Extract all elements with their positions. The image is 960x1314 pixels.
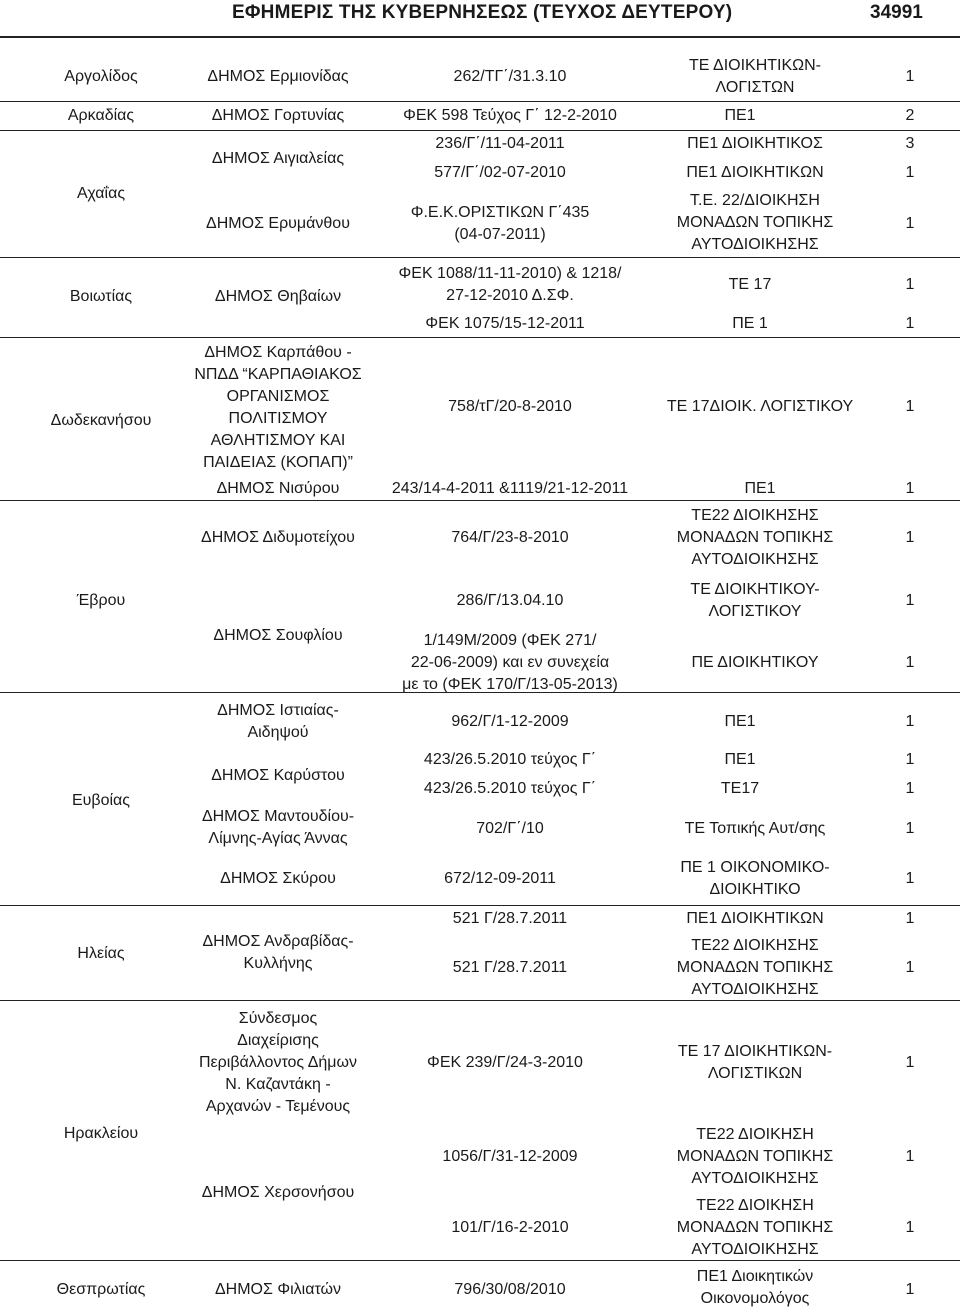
cell-line: ΔΗΜΟΣ Ιστιαίας- xyxy=(217,702,339,719)
cell-line: ΦΕΚ 239/Γ/24-3-2010 xyxy=(427,1054,583,1071)
table-cell xyxy=(895,1146,925,1168)
cell-line: 962/Γ/1-12-2009 xyxy=(451,713,569,730)
cell-line: 1 xyxy=(905,820,915,837)
cell-line: ΔΗΜΟΣ Σουφλίου xyxy=(213,627,343,644)
cell-line: 1 xyxy=(905,870,915,887)
cell-line: 1 xyxy=(905,215,915,232)
cell-line: Ευβοίας xyxy=(71,792,131,809)
table-cell xyxy=(700,711,780,733)
table-cell xyxy=(895,590,925,612)
cell-line: Σύνδεσμος xyxy=(238,1010,318,1027)
table-cell xyxy=(400,749,620,771)
cell-line: 262/ΤΓ΄/31.3.10 xyxy=(453,68,567,85)
cell-line: ΤΕ17 xyxy=(720,780,760,797)
page-number: 34991 xyxy=(870,2,923,23)
cell-line: ΠΕ1 xyxy=(724,751,756,768)
cell-line: ΔΗΜΟΣ Ερμιονίδας xyxy=(207,68,349,85)
table-cell xyxy=(655,162,855,184)
cell-line: ΤΕ 17 xyxy=(728,276,772,293)
table-cell xyxy=(420,711,600,733)
table-cell xyxy=(655,190,855,256)
table-cell xyxy=(710,274,790,296)
table-cell xyxy=(665,652,845,674)
cell-line: ΠΕ1 Διοικητικών xyxy=(696,1268,814,1285)
table-cell xyxy=(168,342,388,474)
table-cell xyxy=(410,1146,610,1168)
row-divider xyxy=(0,500,960,501)
table-cell xyxy=(168,478,388,500)
table-cell xyxy=(895,274,925,296)
cell-line: Βοιωτίας xyxy=(69,288,133,305)
cell-line: Περιβάλλοντος Δήμων xyxy=(198,1054,357,1071)
table-cell xyxy=(36,66,166,88)
table-cell xyxy=(895,957,925,979)
table-cell xyxy=(650,818,860,840)
cell-line: Διαχείρισης xyxy=(237,1032,319,1049)
cell-line: ΠΕ1 ΔΙΟΙΚΗΤΙΚΩΝ xyxy=(686,910,824,927)
cell-line: Τ.Ε. 22/ΔΙΟΙΚΗΣΗ xyxy=(690,192,820,209)
table-cell xyxy=(390,202,610,246)
cell-line: ΔΙΟΙΚΗΤΙΚΟ xyxy=(709,881,801,898)
cell-line: 423/26.5.2010 τεύχος Γ΄ xyxy=(423,751,597,768)
table-cell xyxy=(168,931,388,975)
cell-line: ΤΕ Τοπικής Αυτ/σης xyxy=(684,820,826,837)
cell-line: 2 xyxy=(905,107,915,124)
cell-line: ΠΑΙΔΕΙΑΣ (ΚΟΠΑΠ)” xyxy=(203,454,353,471)
cell-line: Αχαΐας xyxy=(76,185,126,202)
table-cell xyxy=(655,1124,855,1190)
table-cell xyxy=(895,396,925,418)
table-cell xyxy=(168,1279,388,1301)
cell-line: Αρχανών - Τεμένους xyxy=(205,1098,351,1115)
table-cell xyxy=(660,55,850,99)
cell-line: 236/Γ΄/11-04-2011 xyxy=(435,135,565,152)
cell-line: 764/Γ/23-8-2010 xyxy=(451,529,569,546)
table-cell xyxy=(895,527,925,549)
cell-line: ΔΗΜΟΣ Θηβαίων xyxy=(214,288,342,305)
cell-line: ΔΗΜΟΣ Νισύρου xyxy=(216,480,340,497)
cell-line: 1 xyxy=(905,276,915,293)
table-cell xyxy=(655,1266,855,1310)
cell-line: 1 xyxy=(905,315,915,332)
table-cell xyxy=(700,778,780,800)
cell-line: Έβρου xyxy=(76,592,126,609)
cell-line: ΤΕ22 ΔΙΟΙΚΗΣΗΣ xyxy=(691,507,819,524)
table-cell xyxy=(720,478,800,500)
row-divider xyxy=(0,337,960,338)
cell-line: ΑΥΤΟΔΙΟΙΚΗΣΗΣ xyxy=(691,236,819,253)
row-divider xyxy=(0,101,960,102)
table-cell xyxy=(710,313,790,335)
cell-line: Θεσπρωτίας xyxy=(56,1281,146,1298)
cell-line: 702/Γ΄/10 xyxy=(476,820,544,837)
table-cell xyxy=(895,313,925,335)
table-cell xyxy=(655,935,855,1001)
cell-line: Φ.Ε.Κ.ΟΡΙΣΤΙΚΩΝ Γ΄435 xyxy=(410,204,590,221)
cell-line: ΑΘΛΗΤΙΣΜΟΥ ΚΑΙ xyxy=(210,432,346,449)
table-cell xyxy=(168,625,388,647)
table-cell xyxy=(700,105,780,127)
table-cell xyxy=(400,868,600,890)
table-cell xyxy=(895,652,925,674)
cell-line: 1 xyxy=(905,68,915,85)
table-cell xyxy=(400,162,600,184)
table-cell xyxy=(640,396,880,418)
cell-line: ΤΕ 17ΔΙΟΙΚ. ΛΟΓΙΣΤΙΚΟΥ xyxy=(666,398,854,415)
table-cell xyxy=(36,183,166,205)
cell-line: ΝΠΔΔ “ΚΑΡΠΑΘΙΑΚΟΣ xyxy=(194,366,362,383)
cell-line: ΔΗΜΟΣ Ερυμάνθου xyxy=(206,215,350,232)
cell-line: ΦΕΚ 1088/11-11-2010) & 1218/ xyxy=(398,265,622,282)
cell-line: ΔΗΜΟΣ Γορτυνίας xyxy=(211,107,345,124)
cell-line: ΑΥΤΟΔΙΟΙΚΗΣΗΣ xyxy=(691,1241,819,1258)
cell-line: 1 xyxy=(905,1281,915,1298)
table-cell xyxy=(410,1279,610,1301)
cell-line: Αργολίδος xyxy=(64,68,138,85)
table-cell xyxy=(168,868,388,890)
cell-line: ΔΗΜΟΣ Χερσονήσου xyxy=(201,1184,355,1201)
table-cell xyxy=(420,396,600,418)
table-cell xyxy=(178,66,378,88)
table-cell xyxy=(380,263,640,307)
cell-line: ΠΕ1 xyxy=(724,713,756,730)
table-cell xyxy=(895,818,925,840)
cell-line: 27-12-2010 Δ.ΣΦ. xyxy=(446,287,574,304)
cell-line: Ν. Καζαντάκη - xyxy=(225,1076,331,1093)
table-cell xyxy=(655,505,855,571)
cell-line: 1 xyxy=(905,780,915,797)
row-divider xyxy=(0,257,960,258)
table-cell xyxy=(655,133,855,155)
table-cell xyxy=(655,1041,855,1085)
table-cell xyxy=(168,1008,388,1118)
cell-line: ΤΕ22 ΔΙΟΙΚΗΣΗ xyxy=(696,1197,814,1214)
cell-line: 672/12-09-2011 xyxy=(444,870,556,887)
table-cell xyxy=(36,1123,166,1145)
cell-line: ΤΕ ΔΙΟΙΚΗΤΙΚΩΝ- xyxy=(689,57,821,74)
cell-line: ΑΥΤΟΔΙΟΙΚΗΣΗΣ xyxy=(691,551,819,568)
table-cell xyxy=(420,527,600,549)
cell-line: 3 xyxy=(905,135,915,152)
cell-line: 758/τΓ/20-8-2010 xyxy=(448,398,572,415)
cell-line: ΠΕ ΔΙΟΙΚΗΤΙΚΟΥ xyxy=(691,654,819,671)
table-cell xyxy=(380,105,640,127)
table-cell xyxy=(168,806,388,850)
cell-line: ΤΕ ΔΙΟΙΚΗΤΙΚΟΥ- xyxy=(690,581,820,598)
cell-line: 521 Γ/28.7.2011 xyxy=(452,910,568,927)
cell-line: Αιδηψού xyxy=(247,724,309,741)
table-cell xyxy=(36,286,166,308)
gazette-title: ΕΦΗΜΕΡΙΣ ΤΗΣ ΚΥΒΕΡΝΗΣΕΩΣ (ΤΕΥΧΟΣ ΔΕΥΤΕΡΟΥ) xyxy=(232,2,733,23)
table-cell xyxy=(895,213,925,235)
table-cell xyxy=(650,857,860,901)
table-cell xyxy=(895,162,925,184)
cell-line: 1 xyxy=(905,1148,915,1165)
cell-line: 1 xyxy=(905,398,915,415)
cell-line: 423/26.5.2010 τεύχος Γ΄ xyxy=(423,780,597,797)
cell-line: Κυλλήνης xyxy=(243,955,313,972)
table-cell xyxy=(895,133,925,155)
cell-line: ΜΟΝΑΔΩΝ ΤΟΠΙΚΗΣ xyxy=(676,529,834,546)
table-cell xyxy=(700,749,780,771)
cell-line: ΠΟΛΙΤΙΣΜΟΥ xyxy=(228,410,328,427)
cell-line: ΠΕ1 ΔΙΟΙΚΗΤΙΚΩΝ xyxy=(686,164,824,181)
table-cell xyxy=(168,765,388,787)
cell-line: ΤΕ 17 ΔΙΟΙΚΗΤΙΚΩΝ- xyxy=(677,1043,833,1060)
cell-line: ΜΟΝΑΔΩΝ ΤΟΠΙΚΗΣ xyxy=(676,214,834,231)
cell-line: 1 xyxy=(905,654,915,671)
cell-line: ΠΕ1 xyxy=(744,480,776,497)
cell-line: με το (ΦΕΚ 170/Γ/13-05-2013) xyxy=(402,676,618,693)
cell-line: ΔΗΜΟΣ Μαντουδίου- xyxy=(201,808,355,825)
table-cell xyxy=(420,818,600,840)
cell-line: 1 xyxy=(905,1219,915,1236)
cell-line: ΑΥΤΟΔΙΟΙΚΗΣΗΣ xyxy=(691,981,819,998)
table-cell xyxy=(36,790,166,812)
cell-line: 1 xyxy=(905,910,915,927)
cell-line: ΑΥΤΟΔΙΟΙΚΗΣΗΣ xyxy=(691,1170,819,1187)
table-cell xyxy=(26,410,176,432)
cell-line: 1/149Μ/2009 (ΦΕΚ 271/ xyxy=(423,632,597,649)
table-cell xyxy=(36,943,166,965)
table-cell xyxy=(895,1217,925,1239)
cell-line: Λίμνης-Αγίας Άννας xyxy=(208,830,348,847)
cell-line: 1 xyxy=(905,959,915,976)
cell-line: ΔΗΜΟΣ Αιγιαλείας xyxy=(211,150,345,167)
cell-line: 1 xyxy=(905,164,915,181)
cell-line: ΠΕ1 ΔΙΟΙΚΗΤΙΚΟΣ xyxy=(687,135,823,152)
cell-line: ΠΕ1 xyxy=(724,107,756,124)
cell-line: Δωδεκανήσου xyxy=(50,412,152,429)
cell-line: ΠΕ 1 xyxy=(732,315,768,332)
table-cell xyxy=(655,579,855,623)
cell-line: Ηλείας xyxy=(77,945,125,962)
cell-line: 22-06-2009) και εν συνεχεία xyxy=(410,654,610,671)
cell-line: 1 xyxy=(905,1054,915,1071)
cell-line: ΜΟΝΑΔΩΝ ΤΟΠΙΚΗΣ xyxy=(676,959,834,976)
table-cell xyxy=(400,1052,610,1074)
cell-line: 1 xyxy=(905,592,915,609)
row-divider xyxy=(0,130,960,131)
table-cell xyxy=(36,590,166,612)
cell-line: ΤΕ22 ΔΙΟΙΚΗΣΗ xyxy=(696,1126,814,1143)
table-cell xyxy=(400,313,610,335)
table-cell xyxy=(178,105,378,127)
cell-line: ΔΗΜΟΣ Σκύρου xyxy=(220,870,336,887)
cell-line: 1 xyxy=(905,751,915,768)
table-cell xyxy=(895,749,925,771)
table-cell xyxy=(36,105,166,127)
cell-line: 1056/Γ/31-12-2009 xyxy=(442,1148,578,1165)
table-cell xyxy=(895,908,925,930)
table-cell xyxy=(168,213,388,235)
table-cell xyxy=(400,133,600,155)
cell-line: ΛΟΓΙΣΤΩΝ xyxy=(715,79,795,96)
table-cell xyxy=(420,908,600,930)
table-cell xyxy=(895,478,925,500)
table-cell xyxy=(168,148,388,170)
cell-line: 796/30/08/2010 xyxy=(454,1281,566,1298)
cell-line: 243/14-4-2011 &1119/21-12-2011 xyxy=(391,480,629,497)
cell-line: Ηρακλείου xyxy=(63,1125,139,1142)
table-cell xyxy=(370,478,650,500)
cell-line: Αρκαδίας xyxy=(67,107,135,124)
cell-line: 521 Γ/28.7.2011 xyxy=(452,959,568,976)
table-cell xyxy=(895,778,925,800)
cell-line: ΔΗΜΟΣ Διδυμοτείχου xyxy=(201,529,355,546)
cell-line: ΦΕΚ 598 Τεύχος Γ΄ 12-2-2010 xyxy=(403,107,617,124)
cell-line: 1 xyxy=(905,713,915,730)
table-cell xyxy=(655,908,855,930)
table-cell xyxy=(400,778,620,800)
table-cell xyxy=(168,1182,388,1204)
cell-line: 577/Γ΄/02-07-2010 xyxy=(434,164,566,181)
table-cell xyxy=(168,286,388,308)
table-cell xyxy=(420,957,600,979)
cell-line: ΤΕ22 ΔΙΟΙΚΗΣΗΣ xyxy=(691,937,819,954)
table-cell xyxy=(168,700,388,744)
cell-line: ΟΡΓΑΝΙΣΜΟΣ xyxy=(226,388,330,405)
cell-line: 286/Γ/13.04.10 xyxy=(456,592,564,609)
cell-line: 1 xyxy=(905,529,915,546)
cell-line: ΜΟΝΑΔΩΝ ΤΟΠΙΚΗΣ xyxy=(676,1219,834,1236)
row-divider xyxy=(0,905,960,906)
table-cell xyxy=(410,1217,610,1239)
table-cell xyxy=(655,1195,855,1261)
cell-line: ΔΗΜΟΣ Φιλιατών xyxy=(214,1281,342,1298)
cell-line: ΛΟΓΙΣΤΙΚΟΥ xyxy=(708,603,802,620)
table-cell xyxy=(895,105,925,127)
cell-line: ΔΗΜΟΣ Καρπάθου - xyxy=(204,344,352,361)
cell-line: ΠΕ 1 ΟΙΚΟΝΟΜΙΚΟ- xyxy=(680,859,830,876)
table-cell xyxy=(420,590,600,612)
table-cell xyxy=(168,527,388,549)
table-cell xyxy=(895,1279,925,1301)
cell-line: 101/Γ/16-2-2010 xyxy=(451,1219,569,1236)
table-cell xyxy=(430,66,590,88)
cell-line: ΔΗΜΟΣ Ανδραβίδας- xyxy=(202,933,354,950)
cell-line: 1 xyxy=(905,480,915,497)
table-cell xyxy=(895,1052,925,1074)
cell-line: Οικονομολόγος xyxy=(700,1290,810,1307)
cell-line: ΔΗΜΟΣ Καρύστου xyxy=(211,767,345,784)
table-cell xyxy=(895,868,925,890)
cell-line: (04-07-2011) xyxy=(454,226,546,243)
header-rule xyxy=(0,36,960,38)
cell-line: ΛΟΓΙΣΤΙΚΩΝ xyxy=(707,1065,803,1082)
table-cell xyxy=(26,1279,176,1301)
cell-line: ΜΟΝΑΔΩΝ ΤΟΠΙΚΗΣ xyxy=(676,1148,834,1165)
table-cell xyxy=(895,66,925,88)
table-cell xyxy=(895,711,925,733)
cell-line: ΦΕΚ 1075/15-12-2011 xyxy=(425,315,585,332)
table-cell xyxy=(370,630,650,696)
